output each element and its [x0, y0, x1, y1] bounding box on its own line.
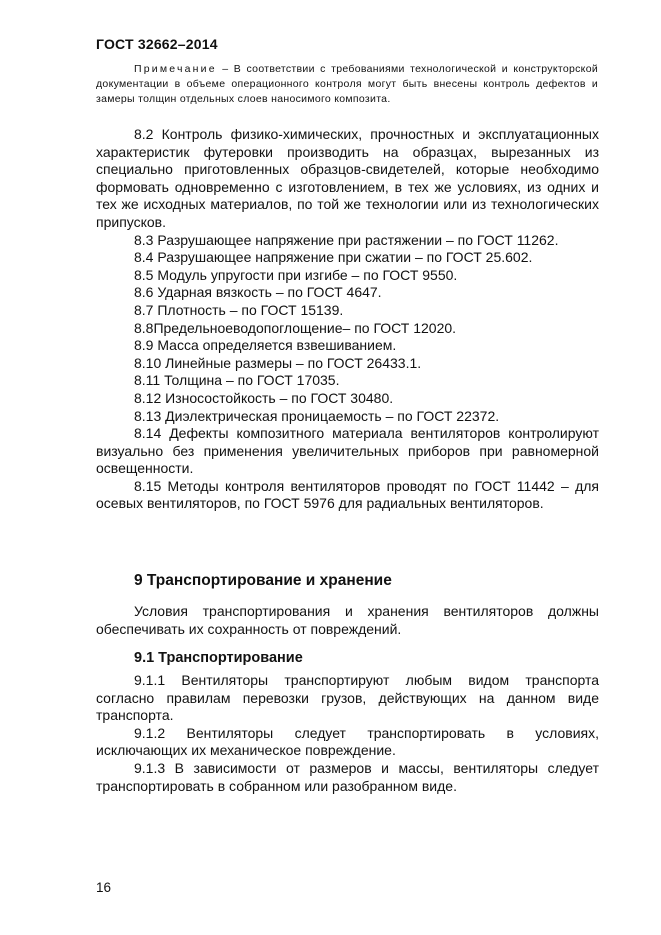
item-8-6: 8.6 Ударная вязкость – по ГОСТ 4647.	[134, 284, 382, 301]
item-9-1-1: 9.1.1 Вентиляторы транспортируют любым видом транспорта согласно правилам перевозки грузов, действующих на данном виде транспорта.	[96, 672, 599, 724]
item-9-1-3: 9.1.3 В зависимости от размеров и массы, вентиляторы следует транспортировать в собранном или разобранном виде.	[96, 759, 599, 794]
item-8-10: 8.10 Линейные размеры – по ГОСТ 26433.1.	[134, 354, 422, 371]
subsection-9-1-body	[96, 672, 599, 795]
item-8-5: 8.5 Модуль упругости при изгибе – по ГОСТ 9550.	[134, 266, 458, 283]
item-8-13: 8.13 Диэлектрическая проницаемость – по ГОСТ 22372.	[134, 407, 500, 424]
section-9-title: 9 Транспортирование и хранение	[134, 572, 392, 589]
section-9-intro	[96, 603, 599, 638]
subsection-9-1-title: 9.1 Транспортирование	[134, 650, 303, 666]
section-9-intro-text: Условия транспортирования и хранения вентиляторов должны обеспечивать их сохранность от повреждений.	[96, 603, 599, 637]
note-text: – В соответствии с требованиями технологической и конструкторской документации в объеме операционного контроля могут быть внесены контроль дефектов и замеры толщин отдельных слоев наносимого композита.	[96, 63, 598, 105]
item-8-3: 8.3 Разрушающее напряжение при растяжении – по ГОСТ 11262.	[134, 231, 559, 248]
item-8-12: 8.12 Износостойкость – по ГОСТ 30480.	[134, 389, 394, 406]
note-block	[96, 62, 598, 107]
item-8-4: 8.4 Разрушающее напряжение при сжатии – по ГОСТ 25.602.	[134, 249, 533, 266]
item-8-9: 8.9 Масса определяется взвешиванием.	[134, 337, 397, 354]
section8-items	[96, 126, 599, 513]
item-8-2: 8.2 Контроль физико-химических, прочностных и эксплуатационных характеристик футеровки производить на образцах, вырезанных из специально приготовленных образцов-свидетелей, которые необходимо формовать одновременно с изготовлением, в тех же условиях, из одних и тех же исходных материалов, по той же технологии или из технологических припусков.	[96, 126, 599, 230]
item-9-1-2: 9.1.2 Вентиляторы следует транспортировать в условиях, исключающих их механическое повреждение.	[96, 724, 599, 759]
item-8-11: 8.11 Толщина – по ГОСТ 17035.	[134, 372, 340, 389]
document-id: ГОСТ 32662–2014	[96, 36, 218, 52]
item-8-14: 8.14 Дефекты композитного материала вентиляторов контролируют визуально без применения увеличительных приборов при равномерной освещенности.	[96, 425, 599, 477]
note-paragraph	[96, 62, 598, 107]
item-8-7: 8.7 Плотность – по ГОСТ 15139.	[134, 301, 344, 318]
note-label: Примечание	[134, 63, 217, 75]
item-8-8: 8.8Предельноеводопоглощение– по ГОСТ 12020.	[134, 319, 457, 336]
page-number: 16	[96, 880, 112, 895]
item-8-15: 8.15 Методы контроля вентиляторов проводят по ГОСТ 11442 – для осевых вентиляторов, по ГОСТ 5976 для радиальных вентиляторов.	[96, 477, 599, 512]
